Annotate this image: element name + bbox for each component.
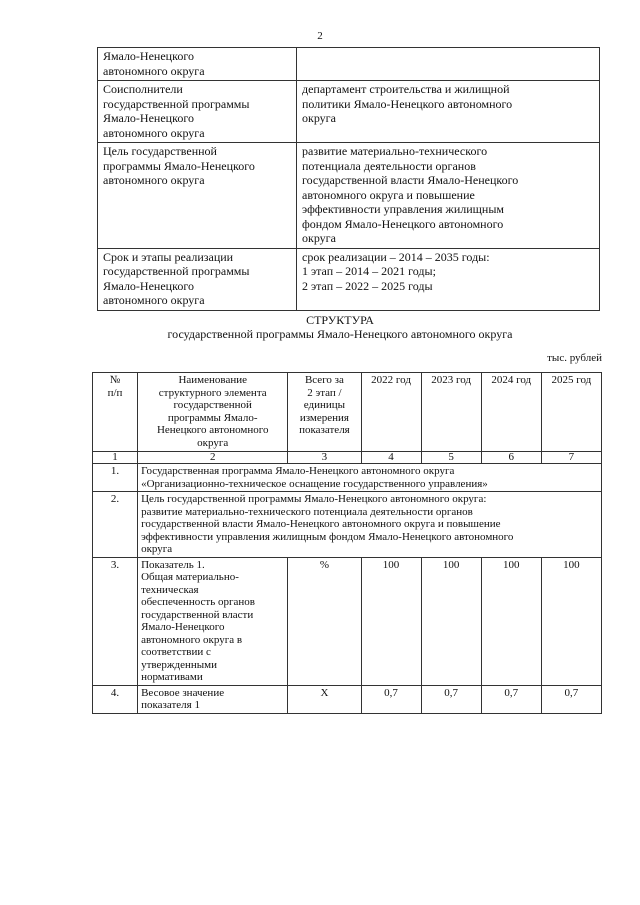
- passport-value: развитие материально-технического потенциала деятельности органов государственной власти Ямало-Ненецкого автономного округа и повышение эффективности управления жилищным фондом Ямало-Ненецкого автономного округа: [297, 143, 600, 249]
- passport-value: департамент строительства и жилищной политики Ямало-Ненецкого автономного округа: [297, 81, 600, 143]
- value-2023-cell: 0,7: [421, 685, 481, 713]
- indicator-name-cell: Показатель 1. Общая материально- техническая обеспеченность органов государственной власти Ямало-Ненецкого автономного округа в соответствии с утвержденными нормативами: [138, 557, 288, 685]
- header-cell-total: Всего за 2 этап / единицы измерения показателя: [288, 373, 361, 452]
- passport-label: Соисполнители государственной программы Ямало-Ненецкого автономного округа: [98, 81, 297, 143]
- structure-title: [0, 313, 640, 341]
- page-number: 2: [317, 30, 323, 42]
- header-cell-2024: 2024 год: [481, 373, 541, 452]
- passport-label: Срок и этапы реализации государственной программы Ямало-Ненецкого автономного округа: [98, 248, 297, 310]
- value-2022-cell: 100: [361, 557, 421, 685]
- value-2024-cell: 0,7: [481, 685, 541, 713]
- row-number: 1.: [93, 464, 138, 492]
- table-row: [93, 464, 602, 492]
- table-row: [98, 48, 600, 81]
- row-number: 3.: [93, 557, 138, 685]
- row-number: 2.: [93, 492, 138, 558]
- header-cell-2025: 2025 год: [541, 373, 601, 452]
- header-cell-name: Наименование структурного элемента государственной программы Ямало- Ненецкого автономного округа: [138, 373, 288, 452]
- table-row: [98, 248, 600, 310]
- structure-table: [92, 372, 602, 714]
- header-cell-number: № п/п: [93, 373, 138, 452]
- header-cell-2023: 2023 год: [421, 373, 481, 452]
- program-goal-cell: Цель государственной программы Ямало-Ненецкого автономного округа: развитие материально-технического потенциала деятельности органов государственной власти Ямало-Ненецкого автономного округа и повышение эффективности управления жилищным фондом Ямало-Ненецкого автономного округа: [138, 492, 602, 558]
- program-passport-table: [97, 47, 600, 311]
- value-2025-cell: 0,7: [541, 685, 601, 713]
- structure-subheading: государственной программы Ямало-Ненецкого автономного округа: [167, 327, 513, 341]
- structure-heading: СТРУКТУРА: [306, 313, 374, 327]
- column-number: 3: [288, 452, 361, 464]
- header-cell-2022: 2022 год: [361, 373, 421, 452]
- passport-value: срок реализации – 2014 – 2035 годы: 1 этап – 2014 – 2021 годы; 2 этап – 2022 – 2025 годы: [297, 248, 600, 310]
- program-name-cell: Государственная программа Ямало-Ненецкого автономного округа «Организационно-техническое оснащение государственного управления»: [138, 464, 602, 492]
- table-row: [93, 557, 602, 685]
- passport-value: [297, 48, 600, 81]
- row-number: 4.: [93, 685, 138, 713]
- passport-label: Ямало-Ненецкого автономного округа: [98, 48, 297, 81]
- column-number: 6: [481, 452, 541, 464]
- passport-label: Цель государственной программы Ямало-Ненецкого автономного округа: [98, 143, 297, 249]
- indicator-total-cell: %: [288, 557, 361, 685]
- column-number: 4: [361, 452, 421, 464]
- table-row: [93, 492, 602, 558]
- value-2025-cell: 100: [541, 557, 601, 685]
- table-header-row: [93, 373, 602, 452]
- column-number: 7: [541, 452, 601, 464]
- indicator-name-cell: Весовое значение показателя 1: [138, 685, 288, 713]
- column-number-row: [93, 452, 602, 464]
- column-number: 1: [93, 452, 138, 464]
- column-number: 2: [138, 452, 288, 464]
- units-label: тыс. рублей: [547, 352, 602, 364]
- value-2022-cell: 0,7: [361, 685, 421, 713]
- value-2023-cell: 100: [421, 557, 481, 685]
- table-row: [93, 685, 602, 713]
- column-number: 5: [421, 452, 481, 464]
- value-2024-cell: 100: [481, 557, 541, 685]
- table-row: [98, 143, 600, 249]
- indicator-total-cell: Х: [288, 685, 361, 713]
- table-row: [98, 81, 600, 143]
